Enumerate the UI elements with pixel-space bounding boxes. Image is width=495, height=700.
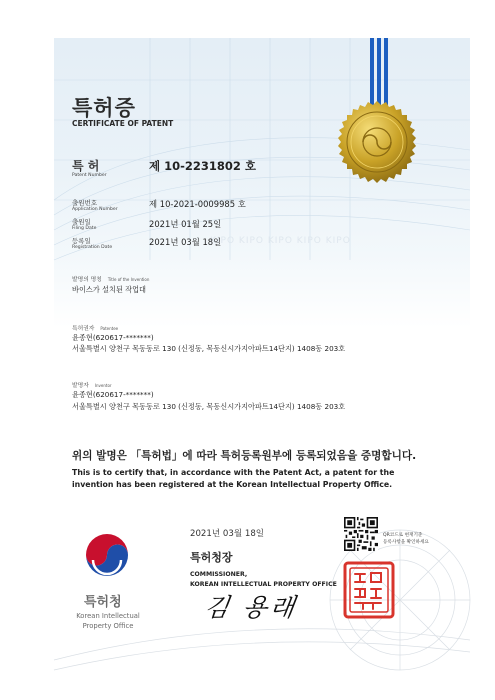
commissioner-title-en-line2: KOREAN INTELLECTUAL PROPERTY OFFICE bbox=[190, 581, 337, 588]
patent-number-label-en: Patent Number bbox=[72, 173, 107, 178]
certificate-title: 특허증 bbox=[72, 96, 136, 120]
invention-label: 발명의 명칭 Title of the Invention bbox=[72, 277, 150, 283]
registration-date-label: 등록일 bbox=[72, 237, 91, 245]
patentee-label: 특허권자 Patentee bbox=[72, 326, 119, 332]
issue-date: 2021년 03월 18일 bbox=[190, 529, 265, 539]
application-number-label-en: Application Number bbox=[72, 207, 118, 212]
certification-statement-en-line1: This is to certify that, in accordance with the Patent Act, a patent for the bbox=[72, 468, 395, 477]
qr-note-line2: 등록사항을 확인하세요 bbox=[383, 540, 429, 545]
inventor-label: 발명자 Inventor bbox=[72, 383, 112, 389]
inventor-address: 서울특별시 양천구 목동동로 130 (신정동, 목동신시가지아파트14단지) 1408동 203호 bbox=[72, 402, 346, 411]
inventor-name: 윤종현(620617-*******) bbox=[72, 390, 154, 399]
gold-seal-emblem bbox=[335, 100, 419, 184]
certification-statement-ko: 위의 발명은 「특허법」에 따라 특허등록원부에 등록되었음을 증명합니다. bbox=[72, 450, 417, 462]
filing-date-label-en: Filing Date bbox=[72, 226, 97, 231]
application-number-value: 제 10-2021-0009985 호 bbox=[149, 199, 246, 209]
patent-number-label: 특 허 bbox=[72, 159, 100, 173]
patent-number-value: 제 10-2231802 호 bbox=[149, 159, 257, 173]
certification-statement-en-line2: invention has been registered at the Korean Intellectual Property Office. bbox=[72, 480, 393, 489]
registration-date-label-en: Registration Date bbox=[72, 245, 113, 250]
office-name-en-line1: Korean Intellectual bbox=[76, 612, 140, 620]
qr-code bbox=[344, 517, 378, 551]
qr-note-line1: QR코드로 현재기준 bbox=[383, 533, 423, 538]
filing-date-label: 출원일 bbox=[72, 218, 91, 226]
filing-date-value: 2021년 01월 25일 bbox=[149, 219, 222, 229]
patentee-name: 윤종현(620617-*******) bbox=[72, 333, 154, 342]
registration-date-value: 2021년 03월 18일 bbox=[149, 237, 222, 247]
certificate-title-en: CERTIFICATE OF PATENT bbox=[72, 119, 174, 128]
office-name-ko: 특허청 bbox=[84, 595, 122, 610]
official-red-stamp bbox=[343, 561, 395, 619]
application-number-label: 출원번호 bbox=[72, 199, 98, 207]
commissioner-title-en-line1: COMMISSIONER, bbox=[190, 571, 248, 578]
commissioner-signature: 김 용래 bbox=[202, 593, 300, 622]
invention-title: 바이스가 설치된 작업대 bbox=[72, 285, 147, 294]
office-name-en-line2: Property Office bbox=[82, 622, 134, 630]
commissioner-title: 특허청장 bbox=[190, 551, 233, 564]
watermark-text: KIPO KIPO KIPO KIPO KIPO bbox=[210, 236, 351, 246]
patentee-address: 서울특별시 양천구 목동동로 130 (신정동, 목동신시가지아파트14단지) 1408동 203호 bbox=[72, 344, 346, 353]
taeguk-logo-icon bbox=[82, 530, 132, 580]
